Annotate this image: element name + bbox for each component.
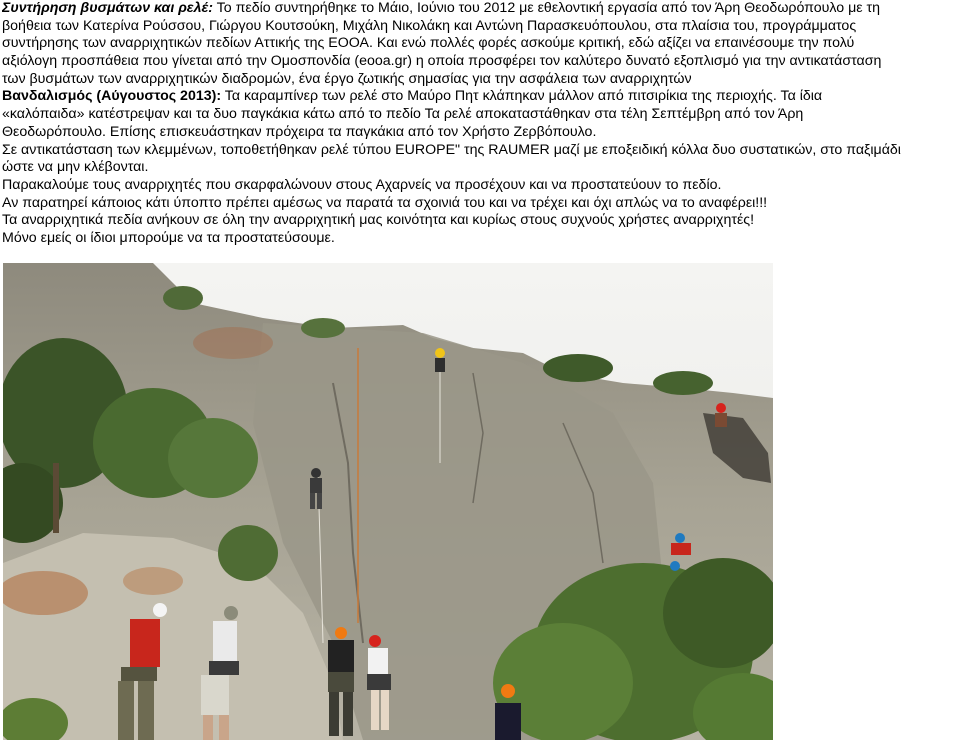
lichen-patch — [193, 327, 273, 359]
article-text — [2, 0, 960, 248]
lichen-patch — [123, 567, 183, 595]
paragraph-replacement-line-1: Σε αντικατάσταση των κλεμμένων, τοποθετήθηκαν ρελέ τύπου EUROPE" της RAUMER μαζί με εποξειδική κόλλα δυο συστατικών, στο παξιμάδι — [2, 141, 901, 158]
bush — [543, 354, 613, 382]
paragraph-relays-line-4: αξιόλογη προσπάθεια που γίνεται από την Ομοσπονδία (eooa.gr) η οποία προσφέρει τον καλύτερο δυνατό εξοπλισμό για την αντικατάσταση — [2, 53, 882, 70]
paragraph-relays-line-1: Συντήρηση βυσμάτων και ρελέ: Το πεδίο συντηρήθηκε το Μάιο, Ιούνιο του 2012 με εθελοντική εργασία από τον Άρη Θεοδωρόπουλο με τη — [2, 0, 881, 16]
paragraph-relays-line-3: συντήρησης των αναρριχητικών πεδίων Αττικής της ΕΟΟΑ. Και ενώ πολλές φορές ασκούμε κριτική, εδώ αξίζει να επαινέσουμε την πολύ — [2, 35, 855, 52]
paragraph-appeal: Παρακαλούμε τους αναρριχητές που σκαρφαλώνουν στους Αχαρνείς να προσέχουν και να προστατεύουν το πεδίο. — [2, 176, 722, 193]
climbing-crag-photo — [3, 263, 773, 740]
climber-helmet-blue — [670, 561, 680, 571]
paragraph-vandalism-line-1: Βανδαλισμός (Αύγουστος 2013): Τα καραμπίνερ των ρελέ στο Μαύρο Πητ κλάπηκαν μάλλον από πιτσιρίκια της περιοχής. Τα ίδια — [2, 88, 823, 105]
paragraph-relays-line-5: των βυσμάτων των αναρριχητικών διαδρομών, ένα έργο ζωτικής σημασίας για την ασφάλεια των αναρριχητών — [2, 70, 692, 87]
bush — [163, 286, 203, 310]
bush — [653, 371, 713, 395]
paragraph-vandalism-line-2: «καλόπαιδα» κατέστρεψαν και τα δυο παγκάκια κάτω από το πεδίο Τα ρελέ αποκαταστάθηκαν στα τέλη Σεπτέμβρη από τον Άρη — [2, 106, 804, 123]
section-title-vandalism: Βανδαλισμός (Αύγουστος 2013): — [2, 88, 222, 105]
climber-right-cave — [715, 403, 727, 427]
paragraph-replacement-line-2: ώστε να μην κλέβονται. — [2, 159, 149, 176]
section-title-maintenance: Συντήρηση βυσμάτων και ρελέ: — [2, 0, 213, 16]
paragraph-report: Αν παρατηρεί κάποιος κάτι ύποπτο πρέπει αμέσως να παρατά τα σχοινιά του και να τρέχει και όχι απλώς να το αναφέρει!!! — [2, 194, 768, 211]
paragraph-protect: Μόνο εμείς οι ίδιοι μπορούμε να τα προστατεύσουμε. — [2, 229, 335, 246]
paragraph-vandalism-line-3: Θεοδωρόπουλο. Επίσης επισκευάστηκαν πρόχειρα τα παγκάκια από τον Χρήστο Ζερβόπουλο. — [2, 123, 597, 140]
crag-illustration — [3, 263, 773, 740]
paragraph-relays-line-2: βοήθεια των Κατερίνα Ρούσσου, Γιώργου Κουτσούκη, Μιχάλη Νικολάκη και Αντώνη Παρασκευόπουλου, στα πλαίσια του, προγράμματος — [2, 17, 857, 34]
paragraph-community: Τα αναρριχητικά πεδία ανήκουν σε όλη την αναρριχητική μας κοινότητα και κυρίως στους συχνούς χρήστες αναρριχητές! — [2, 212, 755, 229]
climber-top — [435, 348, 445, 372]
bush — [301, 318, 345, 338]
